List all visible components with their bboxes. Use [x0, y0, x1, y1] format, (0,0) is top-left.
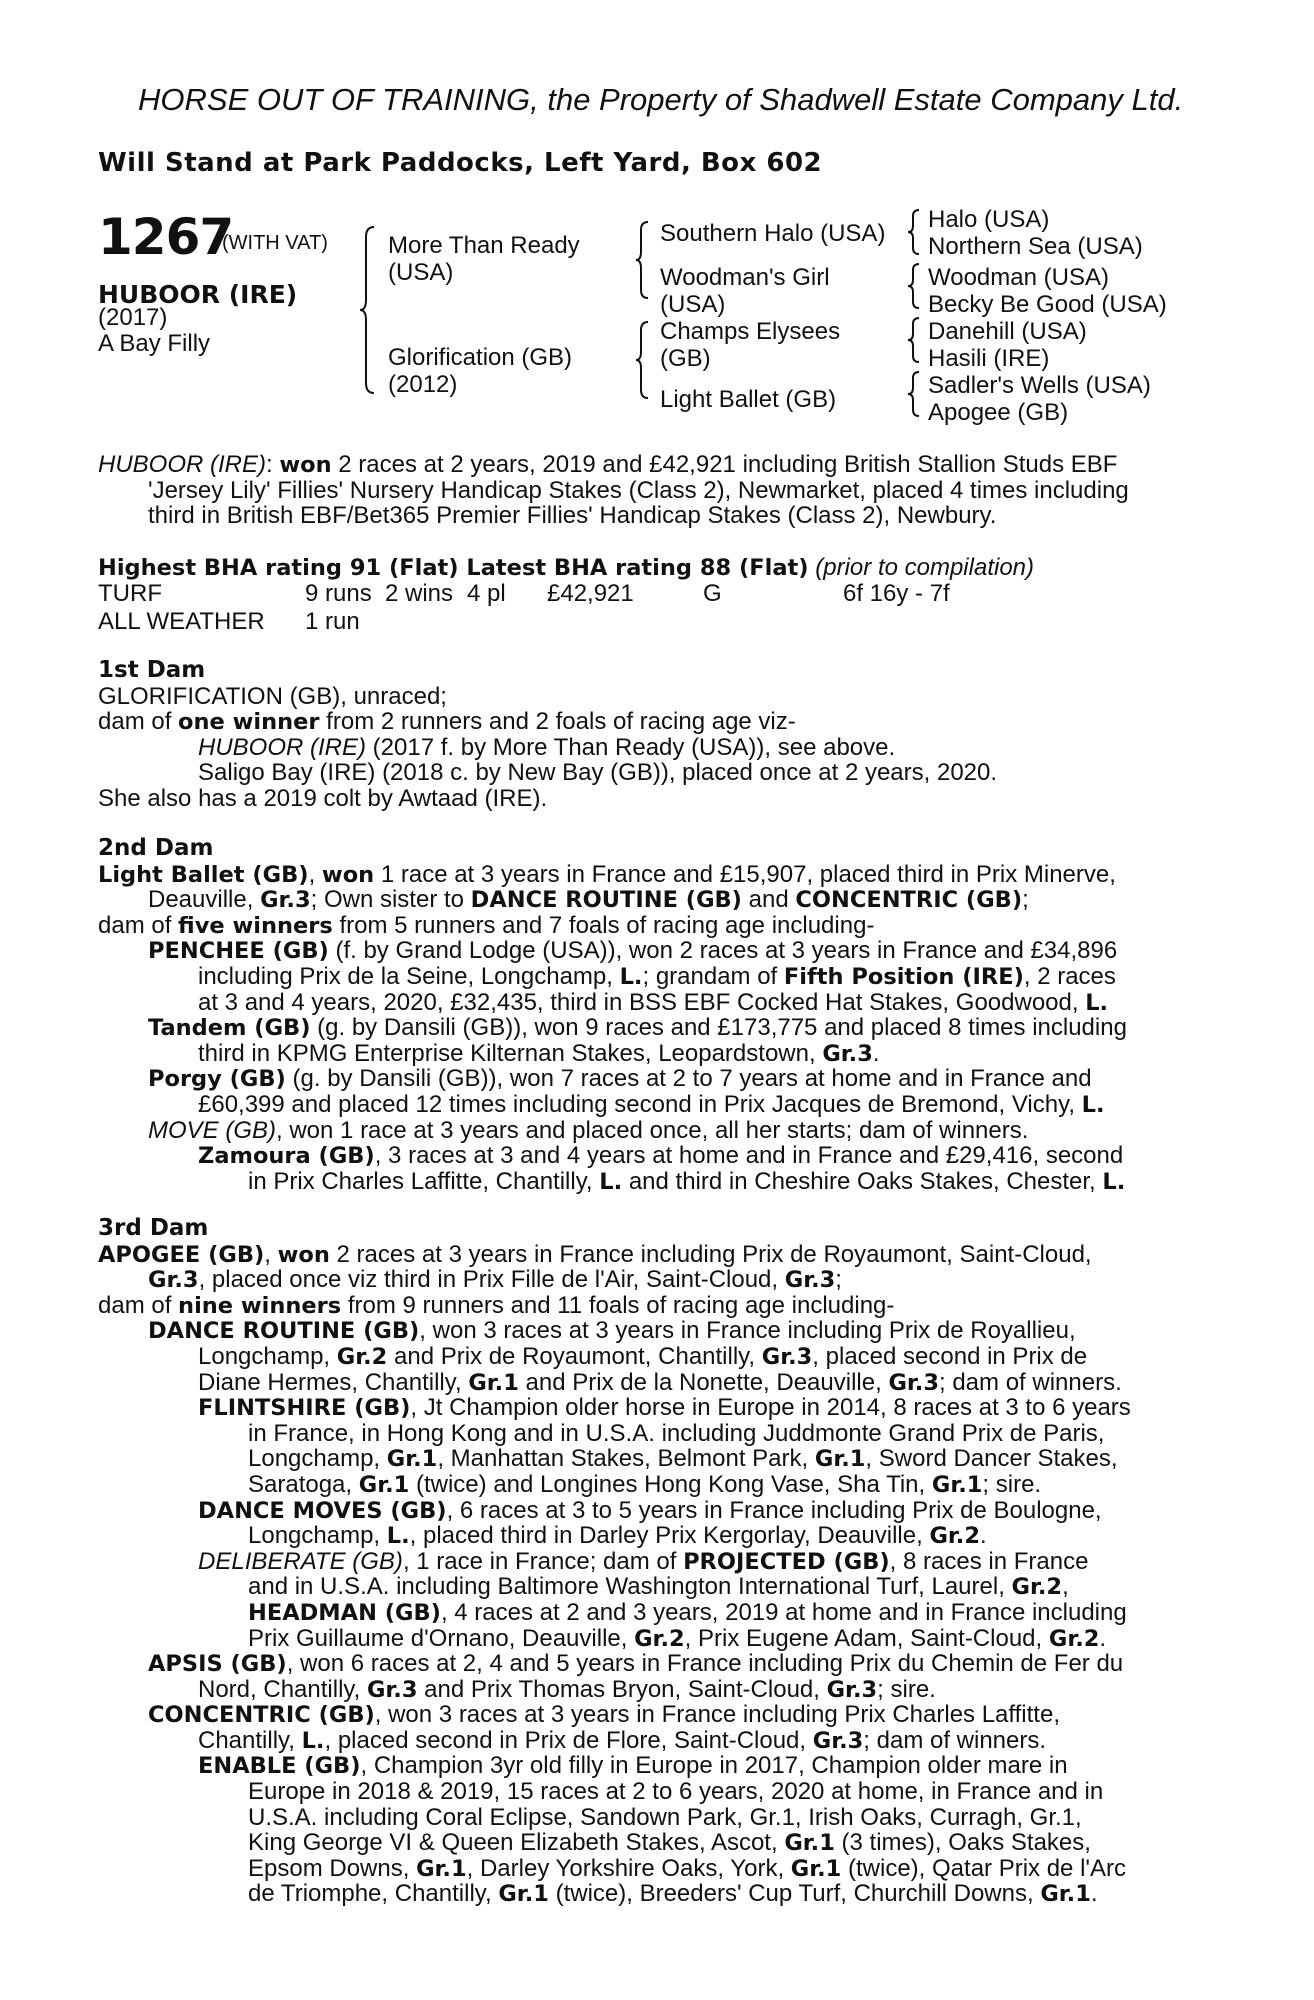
text-line — [98, 709, 1208, 735]
text-line — [98, 1344, 1208, 1370]
text-line — [98, 1728, 1208, 1754]
text-fragment: Gr.2 — [634, 1625, 685, 1652]
text-line — [98, 1523, 1208, 1549]
ratings — [98, 555, 1208, 581]
text-fragment: HUBOOR (IRE) — [198, 733, 366, 761]
text-fragment: L. — [386, 1523, 410, 1550]
text-fragment: , Prix Eugene Adam, Saint-Cloud, — [684, 1624, 1049, 1652]
text-fragment: ; Own sister to — [310, 886, 471, 914]
pedigree-dd: Light Ballet (GB) — [660, 386, 837, 413]
text-fragment: from 2 runners and 2 foals of racing age viz- — [319, 708, 796, 736]
text-fragment: , Champion 3yr old filly in Europe in 2017, Champion older mare in — [360, 1752, 1068, 1780]
table-row — [98, 608, 950, 636]
pedigree-dam — [388, 344, 572, 398]
text-fragment: Longchamp, — [248, 1522, 387, 1550]
text-line — [98, 1472, 1208, 1498]
text-fragment: , 8 races in France — [889, 1547, 1089, 1575]
text-fragment: , placed once viz third in Prix Fille de l'Air, Saint-Cloud, — [198, 1266, 785, 1294]
text-fragment: Woodman's Girl — [660, 264, 830, 291]
text-fragment: nine winners — [178, 1292, 342, 1319]
text-line — [98, 1574, 1208, 1600]
pedigree-brace-sire — [636, 220, 654, 300]
text-fragment: L. — [301, 1727, 325, 1754]
horse-name: HUBOOR (IRE) — [98, 280, 298, 309]
text-fragment: : — [266, 451, 280, 478]
text-fragment: and third in Cheshire Oaks Stakes, Chester, — [622, 1167, 1103, 1195]
text-fragment: DANCE ROUTINE (GB) — [470, 887, 742, 914]
text-fragment: (GB) — [660, 345, 711, 372]
text-fragment: and Prix Thomas Bryon, Saint-Cloud, — [417, 1675, 827, 1703]
text-fragment: (twice), Qatar Prix de l'Arc — [841, 1854, 1126, 1882]
text-fragment: Chantilly, — [198, 1726, 302, 1754]
text-fragment: HEADMAN (GB) — [248, 1599, 441, 1626]
foaling-year: (2017) — [98, 304, 168, 331]
text-fragment: Saratoga, — [248, 1470, 359, 1498]
text-fragment: L. — [1081, 1091, 1105, 1118]
text-fragment: PROJECTED (GB) — [683, 1548, 890, 1575]
text-line — [98, 1370, 1208, 1396]
text-fragment: Diane Hermes, Chantilly, — [198, 1368, 469, 1396]
text-fragment: L. — [1102, 1168, 1126, 1195]
text-fragment: Glorification (GB) — [388, 344, 573, 371]
text-fragment: L. — [619, 963, 643, 990]
table-cell — [843, 608, 950, 636]
text-line — [98, 1856, 1208, 1882]
text-fragment: (2017 f. by More Than Ready (USA)), see above. — [366, 733, 896, 761]
stand-location: Will Stand at Park Paddocks, Left Yard, Box 602 — [98, 148, 823, 178]
text-fragment: 4 pl — [467, 580, 506, 607]
text-line — [98, 1066, 1208, 1092]
table-cell — [385, 608, 467, 636]
pedigree-brace-main — [360, 225, 380, 395]
text-fragment: 2 wins — [385, 580, 454, 607]
text-line — [98, 1169, 1208, 1195]
text-fragment: APSIS (GB) — [148, 1651, 287, 1678]
pedigree-dss: Danehill (USA) — [928, 318, 1087, 345]
text-fragment: (f. by Grand Lodge (USA)), won 2 races at 3 years in France and £34,896 — [328, 937, 1118, 965]
text-fragment: Gr.1 — [416, 1855, 467, 1882]
text-fragment: King George VI & Queen Elizabeth Stakes, Ascot, — [248, 1829, 785, 1857]
text-fragment: from 5 runners and 7 foals of racing age including- — [332, 911, 875, 939]
text-line — [98, 913, 1208, 939]
text-fragment: 2 races at 2 years, 2019 and £42,921 including British Stallion Studs EBF — [331, 451, 1118, 478]
text-fragment: 2 races at 3 years in France including Prix de Royaumont, Saint-Cloud, — [329, 1240, 1092, 1268]
text-fragment: Gr.3 — [784, 1267, 836, 1294]
text-fragment: ; dam of winners. — [863, 1726, 1047, 1754]
text-fragment: de Triomphe, Chantilly, — [248, 1880, 499, 1908]
text-fragment: Gr.3 — [826, 1676, 878, 1703]
text-line — [98, 1626, 1208, 1652]
text-fragment: (USA) — [388, 259, 454, 286]
text-fragment: five winners — [178, 912, 333, 939]
text-fragment: 6f 16y - 7f — [843, 580, 950, 607]
pedigree-ds — [660, 318, 840, 372]
text-fragment: Light Ballet (GB) — [98, 861, 309, 888]
text-line — [98, 1318, 1208, 1344]
text-fragment: Fifth Position (IRE) — [783, 963, 1024, 990]
text-fragment: won — [277, 1241, 330, 1268]
text-line — [98, 1293, 1208, 1319]
pedigree-ddd: Apogee (GB) — [928, 399, 1069, 426]
lot-number: 1267 — [98, 208, 234, 266]
text-fragment: DANCE ROUTINE (GB) — [148, 1318, 420, 1345]
text-fragment: £60,399 and placed 12 times including second in Prix Jacques de Bremond, Vichy, — [198, 1090, 1082, 1118]
text-fragment: HUBOOR (IRE) — [98, 451, 266, 478]
text-fragment: (2012) — [388, 371, 458, 398]
text-fragment: (twice), Breeders' Cup Turf, Churchill Downs, — [548, 1880, 1041, 1908]
text-fragment: Gr.1 — [468, 1369, 519, 1396]
text-fragment: Gr.1 — [784, 1830, 835, 1857]
text-fragment: , — [264, 1240, 278, 1268]
text-fragment: TURF — [98, 580, 162, 607]
text-line — [98, 1549, 1208, 1575]
pedigree-ssd: Northern Sea (USA) — [928, 233, 1143, 260]
text-fragment: . — [1090, 1880, 1098, 1908]
text-fragment: Tandem (GB) — [148, 1015, 311, 1042]
text-fragment: Longchamp, — [248, 1445, 387, 1473]
text-fragment: (twice) and Longines Hong Kong Vase, Sha Tin, — [409, 1470, 932, 1498]
pedigree-brace-dd — [908, 370, 924, 418]
text-fragment: Gr.3 — [366, 1676, 418, 1703]
text-fragment: Gr.3 — [888, 1369, 939, 1396]
text-fragment: £42,921 — [547, 580, 634, 607]
text-fragment: Europe in 2018 & 2019, 15 races at 2 to 6 years, 2020 at home, in France and in — [248, 1778, 1104, 1806]
table-cell — [547, 608, 703, 636]
text-fragment: Gr.1 — [358, 1471, 410, 1498]
text-fragment: ; grandam of — [642, 962, 784, 990]
text-line — [98, 1395, 1208, 1421]
text-fragment: Gr.3 — [812, 1727, 864, 1754]
text-fragment: at 3 and 4 years, 2020, £32,435, third in BSS EBF Cocked Hat Stakes, Goodwood, — [198, 988, 1086, 1016]
text-fragment: Gr.2 — [1011, 1574, 1063, 1601]
pedigree-sd — [660, 264, 830, 318]
text-fragment: PENCHEE (GB) — [148, 938, 329, 965]
text-fragment: Longchamp, — [198, 1342, 337, 1370]
text-fragment: Porgy (GB) — [148, 1066, 286, 1093]
third-dam-section — [98, 1216, 1208, 1907]
text-fragment: ; dam of winners. — [939, 1368, 1122, 1396]
pedigree-brace-ds — [908, 316, 924, 364]
table-cell — [467, 608, 547, 636]
text-fragment: , Darley Yorkshire Oaks, York, — [466, 1854, 791, 1882]
text-line — [98, 1041, 1208, 1067]
text-fragment: 1 run — [305, 608, 360, 635]
text-line — [98, 1677, 1208, 1703]
text-fragment: Gr.1 — [814, 1446, 866, 1473]
text-fragment: GLORIFICATION (GB), unraced; — [98, 682, 447, 710]
text-line — [98, 452, 1208, 478]
text-fragment: . — [1099, 1624, 1107, 1652]
text-fragment: , won 3 races at 3 years in France including Prix de Royallieu, — [419, 1317, 1076, 1345]
text-fragment: , won 1 race at 3 years and placed once, all her starts; dam of winners. — [276, 1116, 1029, 1144]
text-fragment: (3 times), Oaks Stakes, — [834, 1829, 1091, 1857]
text-fragment: , — [1062, 1573, 1069, 1601]
text-line — [98, 862, 1208, 888]
text-fragment: . — [980, 1522, 987, 1550]
text-fragment: , 4 races at 2 and 3 years, 2019 at home and in France including — [440, 1598, 1127, 1626]
text-fragment: , placed third in Darley Prix Kergorlay, Deauville, — [409, 1522, 930, 1550]
text-fragment: Gr.1 — [931, 1471, 983, 1498]
text-fragment: ALL WEATHER — [98, 608, 265, 635]
text-fragment: , placed second in Prix de — [812, 1342, 1088, 1370]
pedigree-brace-dam — [636, 320, 654, 400]
text-fragment: MOVE (GB) — [148, 1116, 277, 1144]
pedigree-sss: Halo (USA) — [928, 206, 1050, 233]
text-fragment: She also has a 2019 colt by Awtaad (IRE). — [98, 784, 548, 812]
performance-table — [98, 580, 950, 636]
table-cell — [703, 608, 843, 636]
text-fragment: Gr.2 — [336, 1343, 388, 1370]
text-fragment: FLINTSHIRE (GB) — [198, 1395, 411, 1422]
text-line — [98, 1651, 1208, 1677]
text-line — [98, 1702, 1208, 1728]
first-dam-section — [98, 658, 1208, 812]
text-line — [98, 1143, 1208, 1169]
pedigree-brace-sd — [908, 262, 924, 310]
pedigree-brace-ss — [908, 208, 924, 256]
pedigree-dsd: Hasili (IRE) — [928, 345, 1050, 372]
text-fragment: ENABLE (GB) — [198, 1753, 361, 1780]
text-fragment: Deauville, — [148, 886, 261, 914]
text-fragment: third in KPMG Enterprise Kilternan Stakes, Leopardstown, — [198, 1039, 823, 1067]
text-fragment: Champs Elysees — [660, 318, 841, 345]
text-fragment: won — [321, 861, 375, 888]
text-fragment: Gr.3 — [822, 1040, 873, 1067]
text-fragment: , — [308, 860, 322, 888]
text-fragment: L. — [599, 1168, 623, 1195]
text-fragment: U.S.A. including Coral Eclipse, Sandown Park, Gr.1, Irish Oaks, Curragh, Gr.1, — [248, 1803, 1082, 1831]
text-fragment: APOGEE (GB) — [98, 1241, 265, 1268]
text-fragment: , 2 races — [1023, 962, 1116, 990]
text-fragment: Gr.3 — [148, 1267, 199, 1294]
text-fragment: CONCENTRIC (GB) — [795, 887, 1023, 914]
text-fragment: dam of — [98, 1291, 179, 1319]
text-fragment: won — [279, 452, 332, 478]
text-fragment: , won 3 races at 3 years in France including Prix Charles Laffitte, — [374, 1701, 1060, 1729]
text-line — [98, 1118, 1208, 1144]
text-line — [98, 964, 1208, 990]
text-fragment: DANCE MOVES (GB) — [198, 1497, 447, 1524]
text-fragment: Epsom Downs, — [248, 1854, 417, 1882]
text-fragment: Gr.1 — [498, 1881, 549, 1908]
text-fragment: (g. by Dansili (GB)), won 7 races at 2 to 7 years at home and in France and — [285, 1065, 1092, 1093]
text-fragment: (g. by Dansili (GB)), won 9 races and £173,775 and placed 8 times including — [310, 1014, 1127, 1042]
section-heading: 2nd Dam — [98, 835, 214, 861]
pedigree-sds: Woodman (USA) — [928, 264, 1109, 291]
text-fragment: and — [741, 886, 796, 914]
text-fragment: DELIBERATE (GB) — [198, 1547, 403, 1575]
pedigree-ss: Southern Halo (USA) — [660, 220, 886, 247]
race-summary — [98, 452, 1208, 529]
text-line — [98, 555, 1208, 581]
text-line — [98, 1446, 1208, 1472]
text-line — [98, 1267, 1208, 1293]
text-fragment: Gr.3 — [260, 887, 311, 914]
text-line — [98, 1881, 1208, 1907]
text-fragment: Gr.2 — [929, 1523, 980, 1550]
text-fragment: Prix Guillaume d'Ornano, Deauville, — [248, 1624, 635, 1652]
text-fragment: CONCENTRIC (GB) — [148, 1702, 375, 1729]
text-fragment: G — [703, 580, 722, 607]
text-fragment: in Prix Charles Laffitte, Chantilly, — [248, 1167, 600, 1195]
pedigree-sire — [388, 232, 580, 286]
text-fragment: one winner — [178, 709, 320, 736]
section-heading: 1st Dam — [98, 657, 206, 683]
text-fragment: Highest BHA rating 91 (Flat) Latest BHA rating 88 (Flat) — [98, 555, 809, 581]
text-line — [98, 887, 1208, 913]
text-fragment: . — [872, 1039, 880, 1067]
text-fragment: 9 runs — [305, 580, 372, 607]
text-line — [98, 1242, 1208, 1268]
text-fragment: and Prix de la Nonette, Deauville, — [518, 1368, 889, 1396]
text-line — [98, 1600, 1208, 1626]
text-line — [98, 1753, 1208, 1779]
text-fragment: (USA) — [660, 291, 726, 318]
text-fragment: dam of — [98, 708, 179, 736]
text-fragment: , Jt Champion older horse in Europe in 2014, 8 races at 3 to 6 years — [410, 1394, 1131, 1422]
vat-note: (WITH VAT) — [222, 232, 328, 254]
text-line — [98, 938, 1208, 964]
text-fragment: dam of — [98, 911, 179, 939]
text-line — [98, 1015, 1208, 1041]
text-fragment: Gr.3 — [761, 1343, 813, 1370]
text-fragment: Gr.1 — [386, 1446, 438, 1473]
text-fragment: from 9 runners and 11 foals of racing age including- — [341, 1291, 895, 1319]
section-heading: 3rd Dam — [98, 1215, 209, 1241]
text-fragment: ; — [835, 1266, 842, 1294]
text-fragment: Nord, Chantilly, — [198, 1675, 367, 1703]
text-line — [98, 1498, 1208, 1524]
text-fragment: L. — [1085, 989, 1109, 1016]
second-dam-section — [98, 836, 1208, 1194]
text-fragment: , placed second in Prix de Flore, Saint-Cloud, — [324, 1726, 813, 1754]
text-fragment: in France, in Hong Kong and in U.S.A. including Juddmonte Grand Prix de Paris, — [248, 1419, 1105, 1447]
text-line — [98, 1092, 1208, 1118]
pedigree-sdd: Becky Be Good (USA) — [928, 291, 1167, 318]
text-line — [98, 990, 1208, 1016]
text-fragment: including Prix de la Seine, Longchamp, — [198, 962, 620, 990]
text-fragment: , 1 race in France; dam of — [402, 1547, 684, 1575]
text-fragment: and in U.S.A. including Baltimore Washington International Turf, Laurel, — [248, 1573, 1012, 1601]
horse-description: A Bay Filly — [98, 330, 211, 357]
text-fragment: Gr.2 — [1048, 1625, 1100, 1652]
text-fragment: (prior to compilation) — [815, 554, 1035, 581]
text-fragment: , won 6 races at 2, 4 and 5 years in France including Prix du Chemin de Fer du — [286, 1650, 1124, 1678]
text-fragment: , 6 races at 3 to 5 years in France including Prix de Boulogne, — [446, 1496, 1102, 1524]
text-fragment: ; sire. — [982, 1470, 1042, 1498]
text-fragment: and Prix de Royaumont, Chantilly, — [387, 1342, 762, 1370]
text-fragment: , 3 races at 3 and 4 years at home and in France and £29,416, second — [374, 1142, 1124, 1170]
text-fragment: ; sire. — [877, 1675, 936, 1703]
table-row — [98, 580, 950, 608]
text-fragment: Gr.1 — [790, 1855, 842, 1882]
text-fragment: Gr.1 — [1040, 1881, 1091, 1908]
text-fragment: 1 race at 3 years in France and £15,907, placed third in Prix Minerve, — [374, 860, 1116, 888]
text-fragment: More Than Ready — [388, 232, 580, 259]
text-fragment: ; — [1022, 886, 1029, 914]
text-fragment: , Manhattan Stakes, Belmont Park, — [437, 1445, 815, 1473]
text-line — [98, 1830, 1208, 1856]
text-fragment: 'Jersey Lily' Fillies' Nursery Handicap Stakes (Class 2), Newmarket, placed 4 times including — [148, 476, 1129, 504]
text-fragment: third in British EBF/Bet365 Premier Fillies' Handicap Stakes (Class 2), Newbury. — [148, 502, 997, 530]
text-line — [98, 735, 1208, 761]
text-fragment: Zamoura (GB) — [198, 1143, 375, 1170]
page-title: HORSE OUT OF TRAINING, the Property of Shadwell Estate Company Ltd. — [138, 82, 1184, 117]
text-fragment: , Sword Dancer Stakes, — [865, 1445, 1118, 1473]
text-fragment: Saligo Bay (IRE) (2018 c. by New Bay (GB)), placed once at 2 years, 2020. — [198, 759, 998, 787]
pedigree-dds: Sadler's Wells (USA) — [928, 372, 1151, 399]
